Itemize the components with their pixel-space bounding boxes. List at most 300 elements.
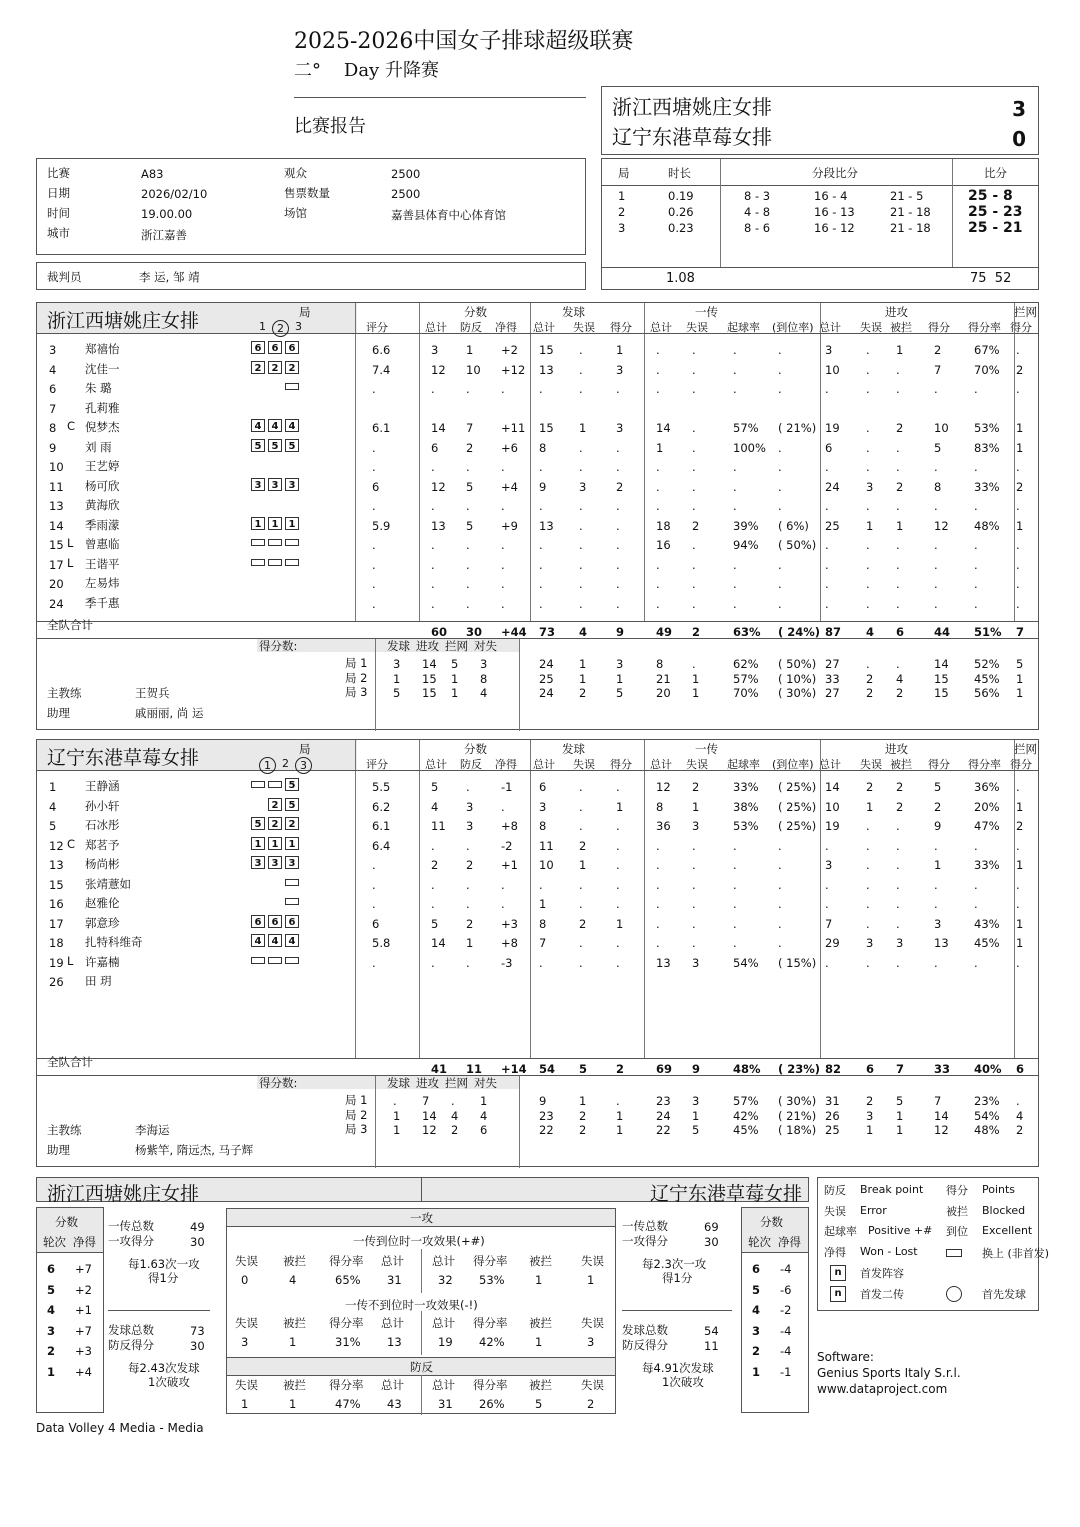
rotation-position: 2	[251, 361, 265, 374]
set-pts: 1	[393, 1108, 401, 1123]
stat-cell: .	[778, 596, 782, 611]
stat-cell: 47%	[974, 819, 1000, 833]
stat-cell: .	[692, 838, 696, 853]
referee-box	[36, 262, 586, 290]
stat-cell: 2	[1016, 362, 1024, 377]
player-number: 18	[49, 936, 64, 950]
rotation-position: 5	[251, 817, 265, 830]
summary-home-name: 浙江西塘姚庄女排	[47, 1183, 200, 1205]
legend-desc: Break point	[860, 1183, 924, 1196]
player-name: 赵雅伦	[85, 896, 120, 910]
col-group: 进攻	[885, 742, 908, 756]
stat-cell: .	[431, 557, 435, 572]
rotation-net: -4	[780, 1344, 792, 1358]
rotation-position: 3	[251, 478, 265, 491]
set-pts: 4	[480, 686, 488, 700]
stat-cell: .	[501, 538, 505, 552]
stat-cell: .	[372, 596, 376, 611]
column-divider	[419, 740, 420, 1058]
set-stat: 21	[656, 671, 671, 686]
stat-cell: .	[896, 877, 900, 892]
legend-term: 被拦	[946, 1204, 968, 1218]
set-label: 局 1	[345, 1093, 368, 1107]
rotation-sub-box	[251, 559, 265, 566]
col-group: 分数	[464, 742, 487, 756]
player-name: 郭意珍	[85, 915, 120, 930]
set-stat: 26	[825, 1108, 840, 1123]
legend-term: 防反	[824, 1184, 846, 1197]
set-pts: 1	[451, 671, 459, 686]
stat-cell: .	[692, 596, 696, 611]
stat-cell: .	[1016, 460, 1020, 474]
stat-cell: 2	[934, 343, 942, 357]
stat-cell: 14	[431, 421, 446, 435]
set-indicator: 1	[259, 320, 266, 333]
stat-cell: .	[579, 343, 583, 357]
player-number: 8	[49, 421, 57, 435]
stat-cell: .	[866, 538, 870, 552]
stat-label: 一传总数	[108, 1219, 154, 1233]
set-stat: .	[866, 657, 870, 671]
eff-head: 得分率	[473, 1316, 508, 1330]
total-bottom	[37, 638, 1038, 639]
stat-cell: 6.1	[372, 819, 391, 833]
first-attack-title: 一攻	[410, 1211, 433, 1225]
player-rotation	[251, 817, 299, 830]
rotation-position: 5	[251, 439, 265, 452]
stat-cell: 100%	[733, 440, 766, 455]
col-header: 总计	[819, 758, 841, 771]
eff-head: 总计	[381, 1254, 404, 1268]
stat-cell: .	[431, 838, 435, 853]
stat-cell: .	[539, 577, 543, 591]
stat-note: 得1分	[148, 1271, 179, 1285]
eff-head: 被拦	[283, 1316, 306, 1330]
player-name: 倪梦杰	[85, 420, 120, 434]
set-stat: 1	[579, 671, 587, 686]
total-cell: 4	[866, 625, 875, 639]
stat-cell: .	[825, 382, 829, 396]
set-label: 局 3	[345, 1122, 368, 1136]
stat-cell: 3	[934, 916, 942, 931]
total-cell: 54	[539, 1062, 556, 1076]
stat-cell: .	[501, 382, 505, 396]
stat-cell: .	[501, 596, 505, 611]
stat-cell: .	[372, 877, 376, 892]
set-stat: 52%	[974, 657, 1000, 671]
player-number: 3	[49, 343, 57, 357]
stat-cell: .	[431, 596, 435, 611]
stat-cell: .	[372, 955, 376, 970]
rotation-number: 5	[752, 1282, 761, 1297]
stat-cell: .	[372, 577, 376, 591]
rotation-position: 5	[285, 778, 299, 791]
set-stat: 4	[1016, 1108, 1024, 1123]
set-pts: 1	[393, 671, 401, 686]
rotation-position: 3	[268, 478, 282, 491]
stat-cell: .	[579, 382, 583, 396]
stat-cell: 14	[825, 780, 840, 794]
stat-cell: .	[692, 499, 696, 513]
stat-cell: 6	[372, 479, 380, 494]
total-cell: 2	[692, 625, 701, 639]
set-stat: 2	[866, 671, 874, 686]
eff-value: 1	[535, 1335, 543, 1349]
stat-cell: .	[825, 460, 829, 474]
assistant-names: 戚丽丽, 尚 运	[135, 706, 204, 720]
rotation-number: 4	[47, 1303, 56, 1317]
stat-cell: 9	[934, 819, 942, 833]
set-stat: 48%	[974, 1123, 1000, 1137]
player-rotation	[251, 380, 299, 393]
stat-cell: .	[866, 877, 870, 892]
stat-cell: 6.1	[372, 421, 391, 435]
set-pts: .	[451, 1094, 455, 1108]
coach-label: 主教练	[47, 686, 82, 700]
rotation-position: 4	[285, 419, 299, 432]
stat-cell: .	[866, 577, 870, 591]
stat-cell: .	[733, 897, 737, 911]
set-stat: 1	[616, 671, 624, 686]
stat-cell: .	[934, 596, 938, 611]
total-cell: 6	[1016, 1062, 1025, 1076]
col-header: (到位率)	[772, 758, 814, 771]
stat-cell: .	[501, 577, 505, 591]
stat-cell: .	[866, 382, 870, 396]
stat-cell: 7.4	[372, 362, 391, 377]
rotation-position: 4	[251, 419, 265, 432]
info-label: 观众	[284, 166, 307, 180]
rotation-sub-box	[268, 559, 282, 566]
stat-cell: 1	[896, 343, 904, 357]
stat-cell: 2	[866, 780, 874, 794]
set-duration: 0.23	[668, 221, 694, 235]
rotation-position: 3	[251, 856, 265, 869]
set-stat: 4	[896, 671, 904, 686]
rotation-position: 5	[285, 798, 299, 811]
rotation-net: -4	[780, 1323, 792, 1338]
stat-cell: 1	[616, 916, 624, 931]
stat-cell: 48%	[974, 518, 1000, 533]
eff-head: 失误	[235, 1316, 258, 1330]
assistant-names: 杨紫竿, 隋远杰, 马子辉	[135, 1143, 254, 1157]
set-indicator: 3	[295, 320, 302, 333]
stat-cell: 5	[466, 518, 474, 533]
player-number: 7	[49, 401, 57, 416]
eff-head: 被拦	[529, 1316, 552, 1330]
stat-cell: .	[616, 382, 620, 396]
stat-cell: 14	[431, 936, 446, 950]
counter-title: 防反	[410, 1360, 433, 1374]
player-rotation	[251, 895, 299, 908]
stat-cell: .	[692, 858, 696, 872]
rotation-net: -1	[780, 1364, 792, 1379]
stat-cell: +4	[501, 479, 518, 494]
stat-cell: .	[896, 577, 900, 591]
stat-cell: .	[466, 897, 470, 911]
set-partial: 21 - 18	[890, 221, 931, 235]
player-name: 石冰彤	[85, 818, 120, 832]
set-stat: 2	[866, 686, 874, 700]
col-header: 总计	[533, 321, 555, 334]
stat-label: 防反得分	[622, 1338, 668, 1352]
stat-cell: .	[616, 577, 620, 591]
col-header: 防反	[460, 758, 482, 771]
set-partial: 21 - 18	[890, 205, 931, 219]
set-stat: 57%	[733, 1094, 759, 1108]
app-credit: Data Volley 4 Media - Media	[36, 1421, 204, 1435]
divider	[720, 159, 721, 267]
divider	[108, 1310, 210, 1311]
col-header: 起球率	[727, 758, 760, 771]
stat-cell: .	[579, 780, 583, 794]
player-rotation	[251, 876, 299, 889]
stat-cell: .	[656, 382, 660, 396]
set-stat: 31	[825, 1094, 840, 1108]
stat-cell: 6.2	[372, 799, 391, 814]
stat-cell: 6	[539, 780, 547, 794]
eff-head: 得分率	[473, 1378, 508, 1392]
stat-cell: 5	[934, 440, 942, 455]
rotation-title: 分数	[760, 1215, 783, 1229]
eff-value: 53%	[479, 1273, 505, 1287]
rotation-sub-box	[285, 898, 299, 905]
set-stat: 1	[579, 657, 587, 671]
rotation-col: 净得	[73, 1235, 96, 1249]
stat-cell: 33%	[974, 479, 1000, 494]
info-value: 2500	[391, 187, 421, 201]
player-name: 扎特科维奇	[85, 935, 143, 949]
set-stat: 1	[692, 1108, 700, 1123]
set-stat: 45%	[733, 1123, 759, 1137]
player-name: 曾惠临	[85, 537, 120, 551]
stat-cell: .	[778, 499, 782, 513]
stat-cell: 2	[579, 838, 587, 853]
player-rotation	[251, 556, 299, 566]
info-label: 城市	[47, 226, 70, 240]
stat-cell: ( 6%)	[778, 518, 809, 533]
divider	[952, 159, 953, 267]
set-label: 局 3	[345, 685, 368, 699]
set-stat: 14	[934, 1108, 949, 1123]
sets-played	[259, 320, 302, 337]
rotation-position: 4	[268, 934, 282, 947]
rotation-net: +4	[75, 1364, 92, 1379]
eff-value: 2	[587, 1397, 595, 1411]
set-stat: 2	[579, 1108, 587, 1123]
pts-label: 得分数:	[259, 639, 298, 653]
set-stat: 5	[1016, 657, 1024, 671]
stat-cell: 6.6	[372, 343, 391, 357]
total-divider	[37, 1058, 1038, 1059]
player-rotation	[251, 536, 299, 546]
stat-cell: .	[431, 460, 435, 474]
stat-cell: .	[934, 460, 938, 474]
player-number: 12	[49, 838, 64, 853]
stat-cell: .	[778, 479, 782, 494]
stat-cell: 38%	[733, 799, 759, 814]
stat-cell: 10	[466, 362, 481, 377]
stat-cell: .	[431, 897, 435, 911]
stat-cell: .	[1016, 577, 1020, 591]
set-label: 局 2	[345, 1107, 368, 1122]
eff-value: 19	[438, 1335, 453, 1349]
col-header: 失误	[573, 321, 595, 334]
stat-cell: .	[866, 440, 870, 455]
stat-cell: 3	[825, 858, 833, 872]
eff-head: 得分率	[329, 1316, 364, 1330]
stat-cell: +3	[501, 916, 518, 931]
divider	[421, 1311, 422, 1355]
stat-cell: 7	[934, 362, 942, 377]
stat-cell: .	[616, 819, 620, 833]
rotation-empty	[268, 895, 282, 908]
stat-cell: 19	[825, 421, 840, 435]
set-stat: 54%	[974, 1108, 1000, 1123]
stat-cell: .	[431, 499, 435, 513]
legend-circle	[946, 1286, 962, 1302]
coach-label: 主教练	[47, 1123, 82, 1137]
stat-cell: 36	[656, 819, 671, 833]
rotation-empty	[268, 380, 282, 393]
legend-desc: Points	[982, 1183, 1016, 1196]
set-number: 1	[618, 189, 626, 203]
stat-cell: 83%	[974, 440, 1000, 455]
set-stat: ( 10%)	[778, 671, 817, 686]
good-pass-title: 一传到位时一攻效果(+#)	[353, 1234, 485, 1248]
set-stat: ( 30%)	[778, 1094, 817, 1108]
eff-value: 65%	[335, 1273, 361, 1287]
rotation-empty	[251, 400, 265, 413]
stat-cell: .	[974, 877, 978, 892]
player-number: 4	[49, 362, 57, 377]
rotation-net: -6	[780, 1282, 792, 1297]
stat-cell: -3	[501, 955, 513, 970]
col-header: 得分率	[968, 758, 1001, 771]
summary-away-name: 辽宁东港草莓女排	[649, 1183, 802, 1205]
stat-cell: +11	[501, 421, 526, 435]
stat-cell: 12	[656, 780, 671, 794]
stat-cell: .	[692, 343, 696, 357]
rotation-sub-box	[251, 539, 265, 546]
set-partial: 16 - 4	[814, 189, 848, 203]
stat-cell: 2	[896, 799, 904, 814]
stat-cell: .	[656, 897, 660, 911]
col-header: 得分	[610, 758, 632, 771]
stat-cell: .	[372, 499, 376, 513]
stat-cell: .	[501, 877, 505, 892]
rotation-sub-box	[285, 559, 299, 566]
stat-cell: 53%	[974, 421, 1000, 435]
stat-cell: .	[974, 460, 978, 474]
stat-cell: .	[431, 577, 435, 591]
divider	[602, 267, 1038, 268]
stat-cell: .	[372, 440, 376, 455]
stat-cell: .	[974, 838, 978, 853]
first-attack-box	[226, 1208, 616, 1414]
rotation-number: 4	[752, 1303, 761, 1317]
pts-head: 发球	[387, 1076, 410, 1090]
stat-note: 得1分	[662, 1271, 693, 1285]
stat-cell: .	[896, 382, 900, 396]
away-team-name: 辽宁东港草莓女排	[612, 125, 772, 149]
col-group: 发球	[562, 305, 585, 319]
player-rotation	[251, 934, 299, 947]
eff-head: 失误	[235, 1378, 258, 1392]
stat-cell: +1	[501, 858, 518, 872]
stat-label: 一传总数	[622, 1219, 668, 1233]
player-name: 沈佳一	[85, 361, 120, 376]
stat-cell: .	[431, 382, 435, 396]
stat-cell: .	[501, 799, 505, 814]
legend-desc: Blocked	[982, 1203, 1026, 1217]
stat-cell: .	[616, 936, 620, 950]
stat-cell: 3	[866, 479, 874, 494]
set-stat: 1	[896, 1108, 904, 1123]
stat-cell: .	[778, 936, 782, 950]
stat-cell: 45%	[974, 936, 1000, 950]
stat-cell: 24	[825, 479, 840, 494]
stat-cell: .	[431, 538, 435, 552]
set-stat: 3	[616, 657, 624, 671]
set-stat: 62%	[733, 657, 759, 671]
stat-cell: 2	[1016, 479, 1024, 494]
stat-cell: .	[825, 955, 829, 970]
stat-cell: .	[656, 479, 660, 494]
stat-cell: .	[501, 897, 505, 911]
stat-cell: 2	[896, 421, 904, 435]
player-number: 15	[49, 877, 64, 892]
summary-home-header	[36, 1177, 422, 1205]
stat-cell: .	[579, 877, 583, 892]
rotation-empty	[268, 458, 282, 471]
stat-cell: .	[466, 499, 470, 513]
player-rotation	[251, 778, 299, 791]
total-cell: 9	[616, 625, 625, 639]
set-stat: 22	[539, 1123, 554, 1137]
stat-cell: .	[934, 499, 938, 513]
stat-cell: .	[692, 460, 696, 474]
total-cell: 5	[579, 1062, 588, 1076]
stat-cell: 1	[466, 343, 474, 357]
stat-cell: 43%	[974, 916, 1000, 931]
stat-note: 每2.3次一攻	[642, 1257, 707, 1271]
stat-cell: .	[501, 499, 505, 513]
set-pts: 3	[480, 657, 488, 671]
column-divider	[644, 740, 645, 1058]
stat-cell: 5	[466, 479, 474, 494]
stat-cell: .	[579, 955, 583, 970]
stat-cell: 8	[656, 799, 664, 814]
stat-cell: 57%	[733, 421, 759, 435]
stat-cell: +2	[501, 343, 518, 357]
rotation-position: 4	[285, 934, 299, 947]
stat-cell: 3	[692, 955, 700, 970]
player-rotation	[251, 439, 299, 452]
col-header: 总计	[650, 321, 672, 334]
stat-cell: +8	[501, 819, 518, 833]
stat-cell: ( 21%)	[778, 421, 817, 435]
eff-head: 被拦	[529, 1254, 552, 1268]
stat-cell: 1	[466, 936, 474, 950]
assistant-label: 助理	[47, 1143, 70, 1157]
stat-value: 30	[190, 1235, 205, 1249]
stat-cell: .	[692, 538, 696, 552]
set-stat: 23	[539, 1108, 554, 1123]
stat-cell: 11	[539, 838, 554, 853]
legend-desc: 首发二传	[860, 1287, 904, 1301]
rotation-net: +1	[75, 1303, 92, 1317]
